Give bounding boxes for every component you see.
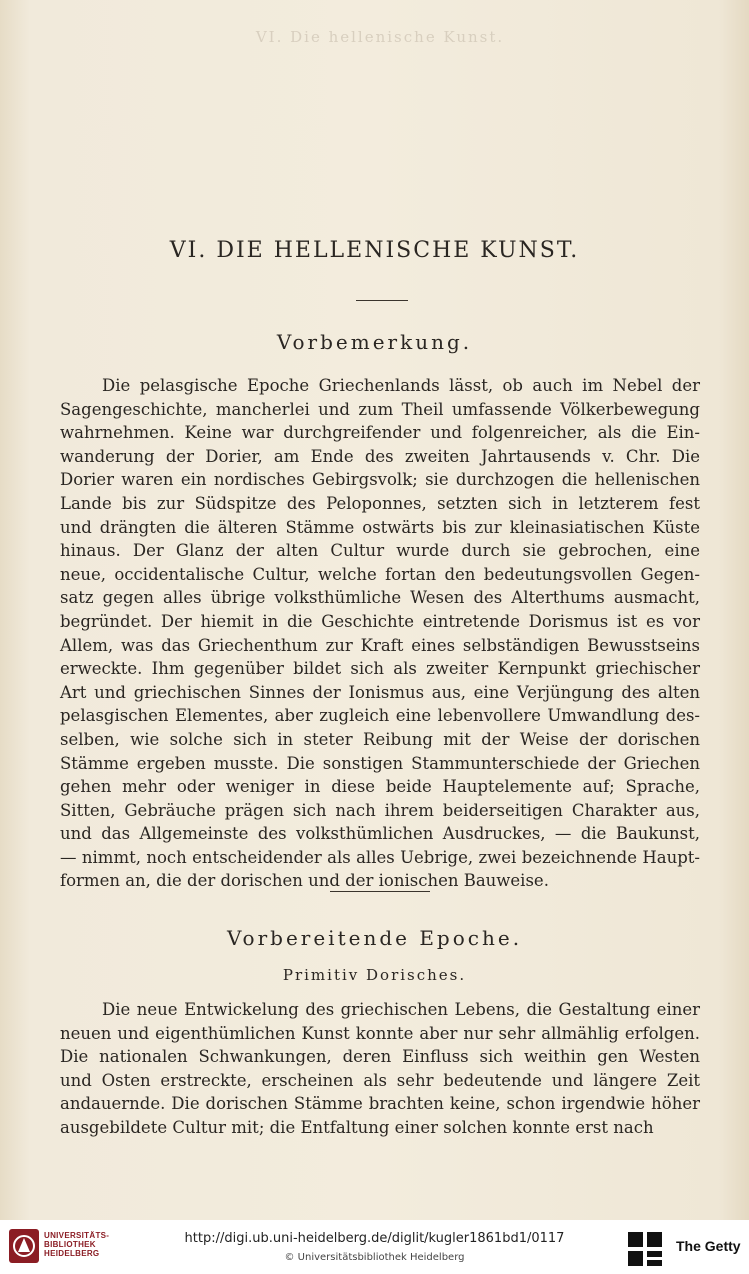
running-header-bleedthrough: VI. Die hellenische Kunst. (255, 28, 505, 46)
getty-logo-icon (628, 1232, 662, 1266)
text-line: und das Allgemeinste des volksthümlichen Ausdruckes, — die Baukunst, (60, 824, 700, 844)
text-line: gehen mehr oder weniger in diese beide Hauptelemente auf; Sprache, (60, 777, 700, 797)
text-line: Die neue Entwickelung des griechischen Lebens, die Gestaltung einer (102, 1000, 700, 1019)
text-line: satz gegen alles übrige volksthümliche Wesen des Alterthums ausmacht, (60, 588, 700, 608)
text-line: Art und griechischen Sinnes der Ionismus aus, eine Verjüngung des alten (60, 682, 700, 702)
text-line: pelasgischen Elementes, aber zugleich eine lebenvollere Umwandlung des- (60, 706, 700, 726)
text-line: erweckte. Ihm gegenüber bildet sich als zweiter Kernpunkt griechischer (60, 659, 700, 679)
text-line: und drängten die älteren Stämme ostwärts bis zur kleinasiatischen Küste (60, 517, 700, 537)
text-line: Allem, was das Griechenthum zur Kraft eines selbständigen Bewusstseins (60, 635, 700, 655)
text-line: ausgebildete Cultur mit; die Entfaltung einer solchen konnte erst nach (60, 1117, 654, 1137)
text-line: andauernde. Die dorischen Stämme brachten keine, schon irgendwie höher (60, 1094, 700, 1114)
text-line: Dorier waren ein nordisches Gebirgsvolk; sie durchzogen die hellenischen (60, 470, 700, 490)
paragraph-primitiv-dorisches (60, 998, 700, 1140)
text-line: Stämme ergeben musste. Die sonstigen Stammunterschiede der Griechen (60, 753, 700, 773)
text-line: selben, wie solche sich in steter Reibung mit der Weise der dorischen (60, 729, 700, 749)
text-line: Sagengeschichte, mancherlei und zum Theil umfassende Völkerbewegung (60, 399, 700, 419)
text-line: begründet. Der hiemit in die Geschichte eintretende Dorismus ist es vor (60, 611, 700, 631)
chapter-title: VI. DIE HELLENISCHE KUNST. (169, 238, 580, 263)
text-line: und Osten erstreckte, erscheinen als sehr bedeutende und längere Zeit (60, 1070, 700, 1090)
digitization-footer (0, 1220, 749, 1274)
title-rule (356, 300, 408, 301)
text-line: neuen und eigenthümlichen Kunst konnte aber nur sehr allmählig erfolgen. (60, 1023, 700, 1043)
subheading-primitiv-dorisches: Primitiv Dorisches. (282, 966, 467, 984)
partner-name: The Getty (676, 1238, 741, 1254)
text-line: Die nationalen Schwankungen, deren Einfluss sich weithin gen Westen (60, 1047, 700, 1067)
section-heading-vorbereitende-epoche: Vorbereitende Epoche. (226, 926, 523, 950)
text-line: Die pelasgische Epoche Griechenlands lässt, ob auch im Nebel der (102, 376, 700, 395)
section-rule (330, 891, 430, 892)
paragraph-vorbemerkung (60, 374, 700, 893)
text-line: wanderung der Dorier, am Ende des zweiten Jahrtausends v. Chr. Die (60, 446, 700, 466)
permalink[interactable]: http://digi.ub.uni-heidelberg.de/diglit/kugler1861bd1/0117 (184, 1231, 565, 1246)
text-line: formen an, die der dorischen und der ionischen Bauweise. (60, 871, 549, 891)
text-line: — nimmt, noch entscheidender als alles Uebrige, zwei bezeichnende Haupt- (60, 847, 700, 867)
text-line: wahrnehmen. Keine war durchgreifender und folgenreicher, als die Ein- (60, 423, 700, 443)
section-heading-vorbemerkung: Vorbemerkung. (276, 330, 473, 354)
text-line: Lande bis zur Südspitze des Peloponnes, setzten sich in letzterem fest (60, 493, 700, 513)
library-name: UNIVERSITÄTS- BIBLIOTHEK HEIDELBERG (44, 1231, 110, 1258)
text-line: Sitten, Gebräuche prägen sich nach ihrem beiderseitigen Charakter aus, (60, 800, 700, 820)
copyright-notice: © Universitätsbibliothek Heidelberg (284, 1252, 465, 1263)
text-line: neue, occidentalische Cultur, welche fortan den bedeutungsvollen Gegen- (60, 564, 700, 584)
text-line: hinaus. Der Glanz der alten Cultur wurde durch sie gebrochen, eine (60, 541, 700, 561)
